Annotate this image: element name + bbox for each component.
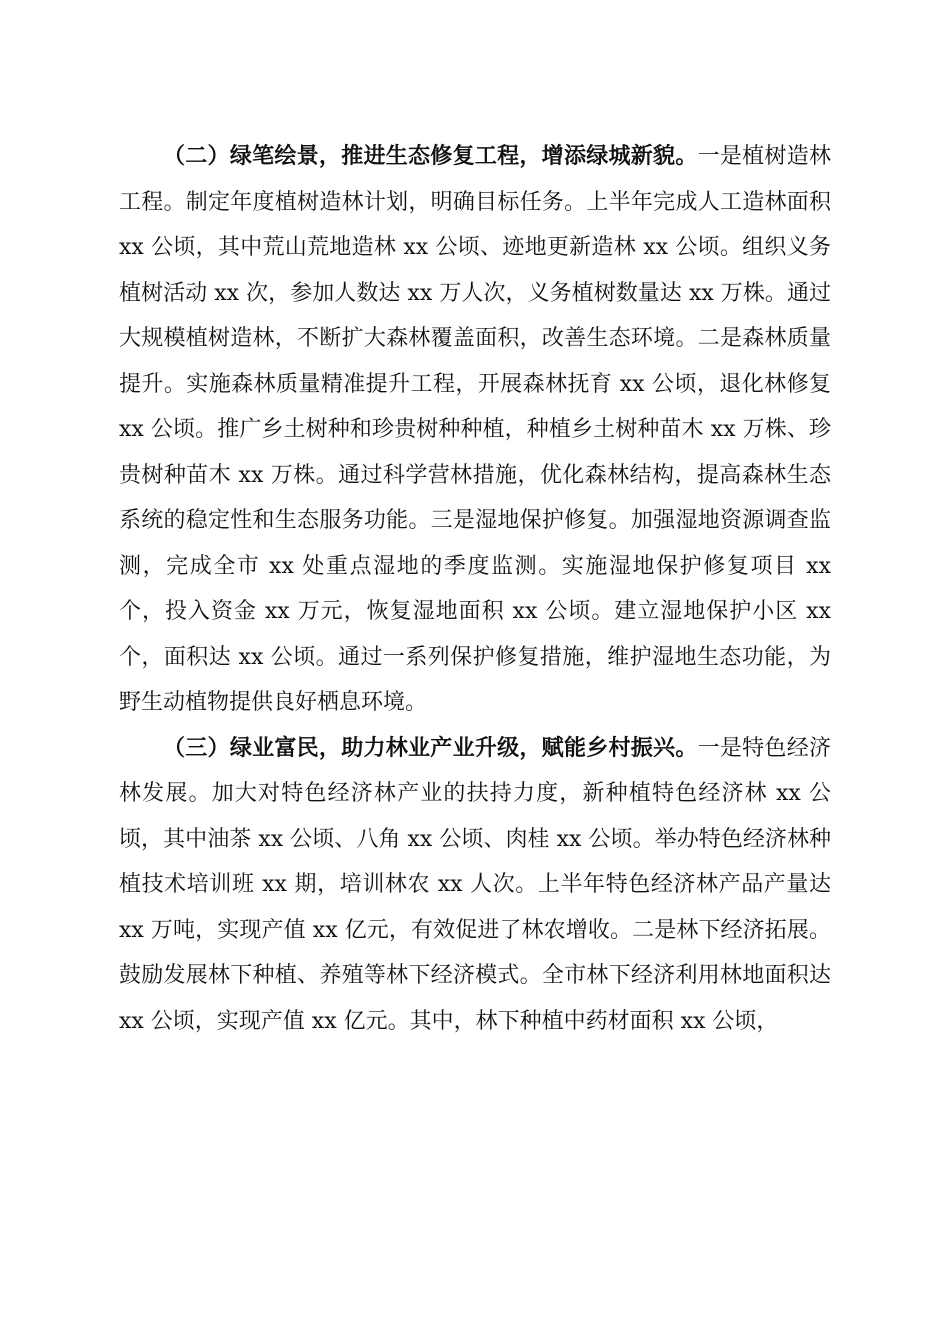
paragraph-heading: （三）绿业富民，助力林业产业升级，赋能乡村振兴。 xyxy=(163,734,698,761)
paragraph-heading: （二）绿笔绘景，推进生态修复工程，增添绿城新貌。 xyxy=(163,143,698,169)
paragraph-text: 一是特色经济林发展。加大对特色经济林产业的扶持力度，新种植特色经济林 xx 公顷，其中油茶 xx 公顷、八角 xx 公顷、肉桂 xx 公顷。举办特色经济林种植技术培训班 xx 期，培训林农 xx 人次。上半年特色经济林产品产量达 xx 万吨，实现产值 xx 亿元，有效促进了林农增收。二是林下经济拓展。鼓励发展林下种植、养殖等林下经济模式。全市林下经济利用林地面积达 xx 公顷，实现产值 xx 亿元。其中，林下种植中药材面积 xx 公顷， xyxy=(119,735,831,1034)
document-body xyxy=(119,134,831,1044)
paragraph-ecological-restoration xyxy=(119,134,831,726)
paragraph-text: 一是植树造林工程。制定年度植树造林计划，明确目标任务。上半年完成人工造林面积 xx 公顷，其中荒山荒地造林 xx 公顷、迹地更新造林 xx 公顷。组织义务植树活动 xx 次，参加人数达 xx 万人次，义务植树数量达 xx 万株。通过大规模植树造林，不断扩大森林覆盖面积，改善生态环境。二是森林质量提升。实施森林质量精准提升工程，开展森林抚育 xx 公顷，退化林修复 xx 公顷。推广乡土树种和珍贵树种种植，种植乡土树种苗木 xx 万株、珍贵树种苗木 xx 万株。通过科学营林措施，优化森林结构，提高森林生态系统的稳定性和生态服务功能。三是湿地保护修复。加强湿地资源调查监测，完成全市 xx 处重点湿地的季度监测。实施湿地保护修复项目 xx 个，投入资金 xx 万元，恢复湿地面积 xx 公顷。建立湿地保护小区 xx 个，面积达 xx 公顷。通过一系列保护修复措施，维护湿地生态功能，为野生动植物提供良好栖息环境。 xyxy=(119,144,831,715)
paragraph-forestry-industry xyxy=(119,726,831,1045)
